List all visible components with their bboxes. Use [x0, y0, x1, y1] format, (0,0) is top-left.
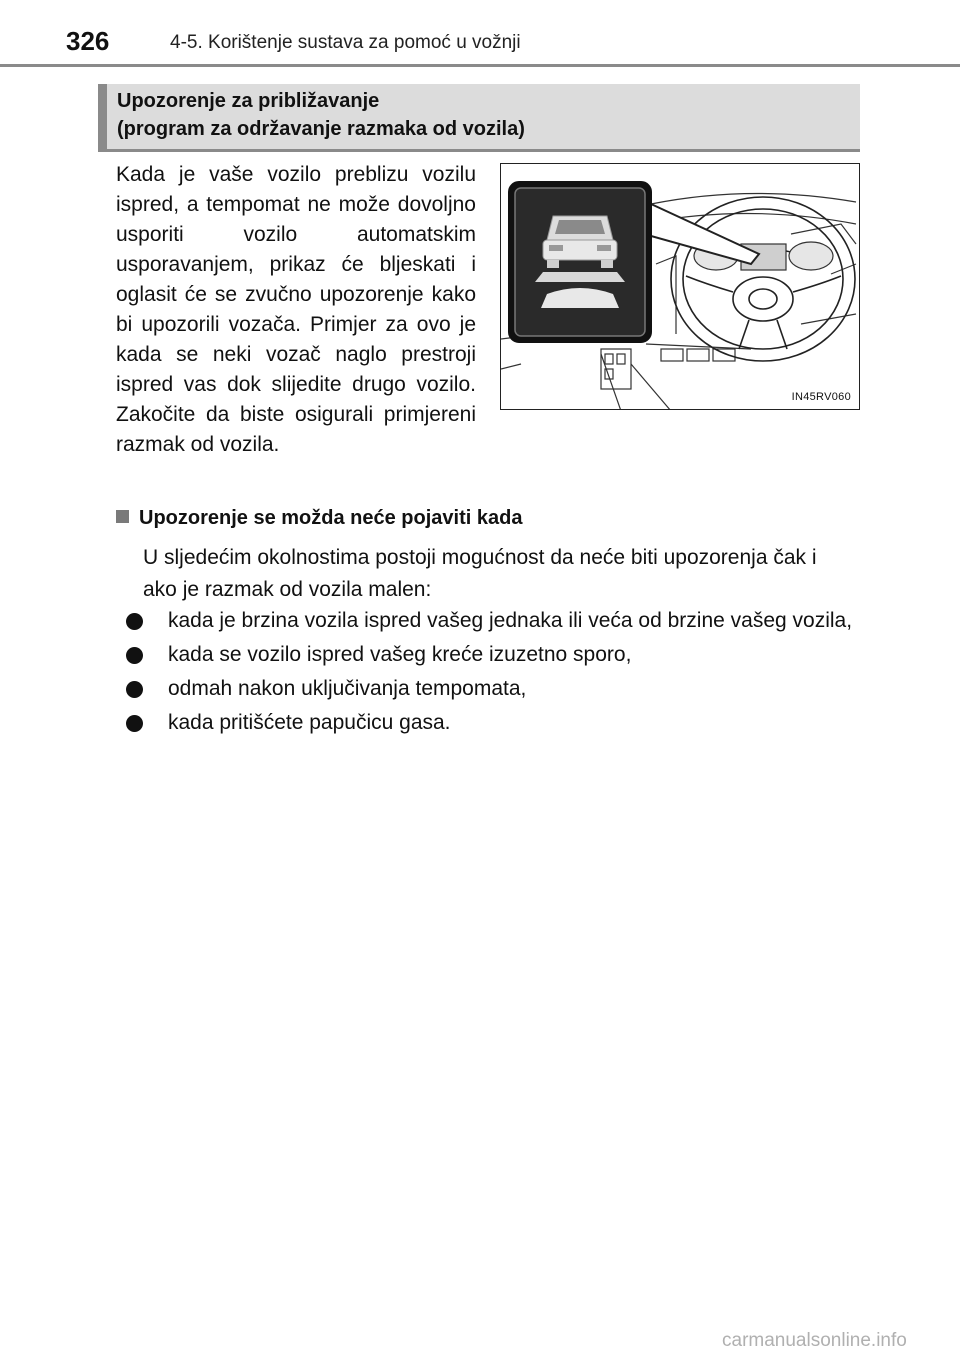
list-item-text: kada je brzina vozila ispred vašeg jednaka ili veća od brzine vašeg vozila,: [168, 609, 853, 632]
subsection-heading-text: Upozorenje se možda neće pojaviti kada: [139, 507, 523, 529]
watermark: carmanualsonline.info: [722, 1330, 907, 1351]
header-rule: [0, 64, 960, 67]
subsection-heading: [116, 507, 522, 530]
list-item-text: kada pritišćete papučicu gasa.: [168, 711, 451, 734]
bullet-dot-icon: [126, 715, 143, 732]
section-title-line1: Upozorenje za približavanje: [117, 90, 380, 112]
condition-list: [126, 605, 856, 741]
list-item: [126, 673, 856, 705]
vehicle-ahead-icon: [543, 216, 617, 268]
bullet-dot-icon: [126, 647, 143, 664]
section-title-line2: (program za održavanje razmaka od vozila): [117, 118, 525, 140]
page-header: [0, 0, 960, 70]
chapter-title: 4-5. Korištenje sustava za pomoć u vožnji: [170, 32, 521, 53]
intro-paragraph: Kada je vaše vozilo preblizu vozilu ispred, a tempomat ne može dovoljno usporiti vozilo automatskim usporavanjem, prikaz će bljeskati i oglasit će se zvučno upozorenje kako bi upozorili vozača. Primjer za ovo je kada se neki vozač naglo prestroji ispred vas dok slijedite drugo vozilo. Zakočite da biste osigurali primjereni razmak od vozila.: [116, 163, 476, 456]
list-item: [126, 707, 856, 739]
section-title-box: [98, 84, 860, 152]
list-item: [126, 639, 856, 671]
list-item-text: kada se vozilo ispred vašeg kreće izuzetno sporo,: [168, 643, 632, 666]
figure-code: IN45RV060: [791, 391, 851, 403]
bullet-dot-icon: [126, 613, 143, 630]
subsection-paragraph: U sljedećim okolnostima postoji mogućnost da neće biti upozorenja čak i ako je razmak od vozila malen:: [143, 546, 817, 601]
page-number: 326: [66, 26, 110, 56]
dashboard-illustration: [500, 163, 860, 410]
steering-wheel-drawing: [671, 197, 855, 361]
dashboard-drawing: [501, 164, 860, 410]
bullet-dot-icon: [126, 681, 143, 698]
list-item-text: odmah nakon uključivanja tempomata,: [168, 677, 527, 700]
square-bullet-icon: [116, 510, 129, 523]
list-item: [126, 605, 856, 637]
